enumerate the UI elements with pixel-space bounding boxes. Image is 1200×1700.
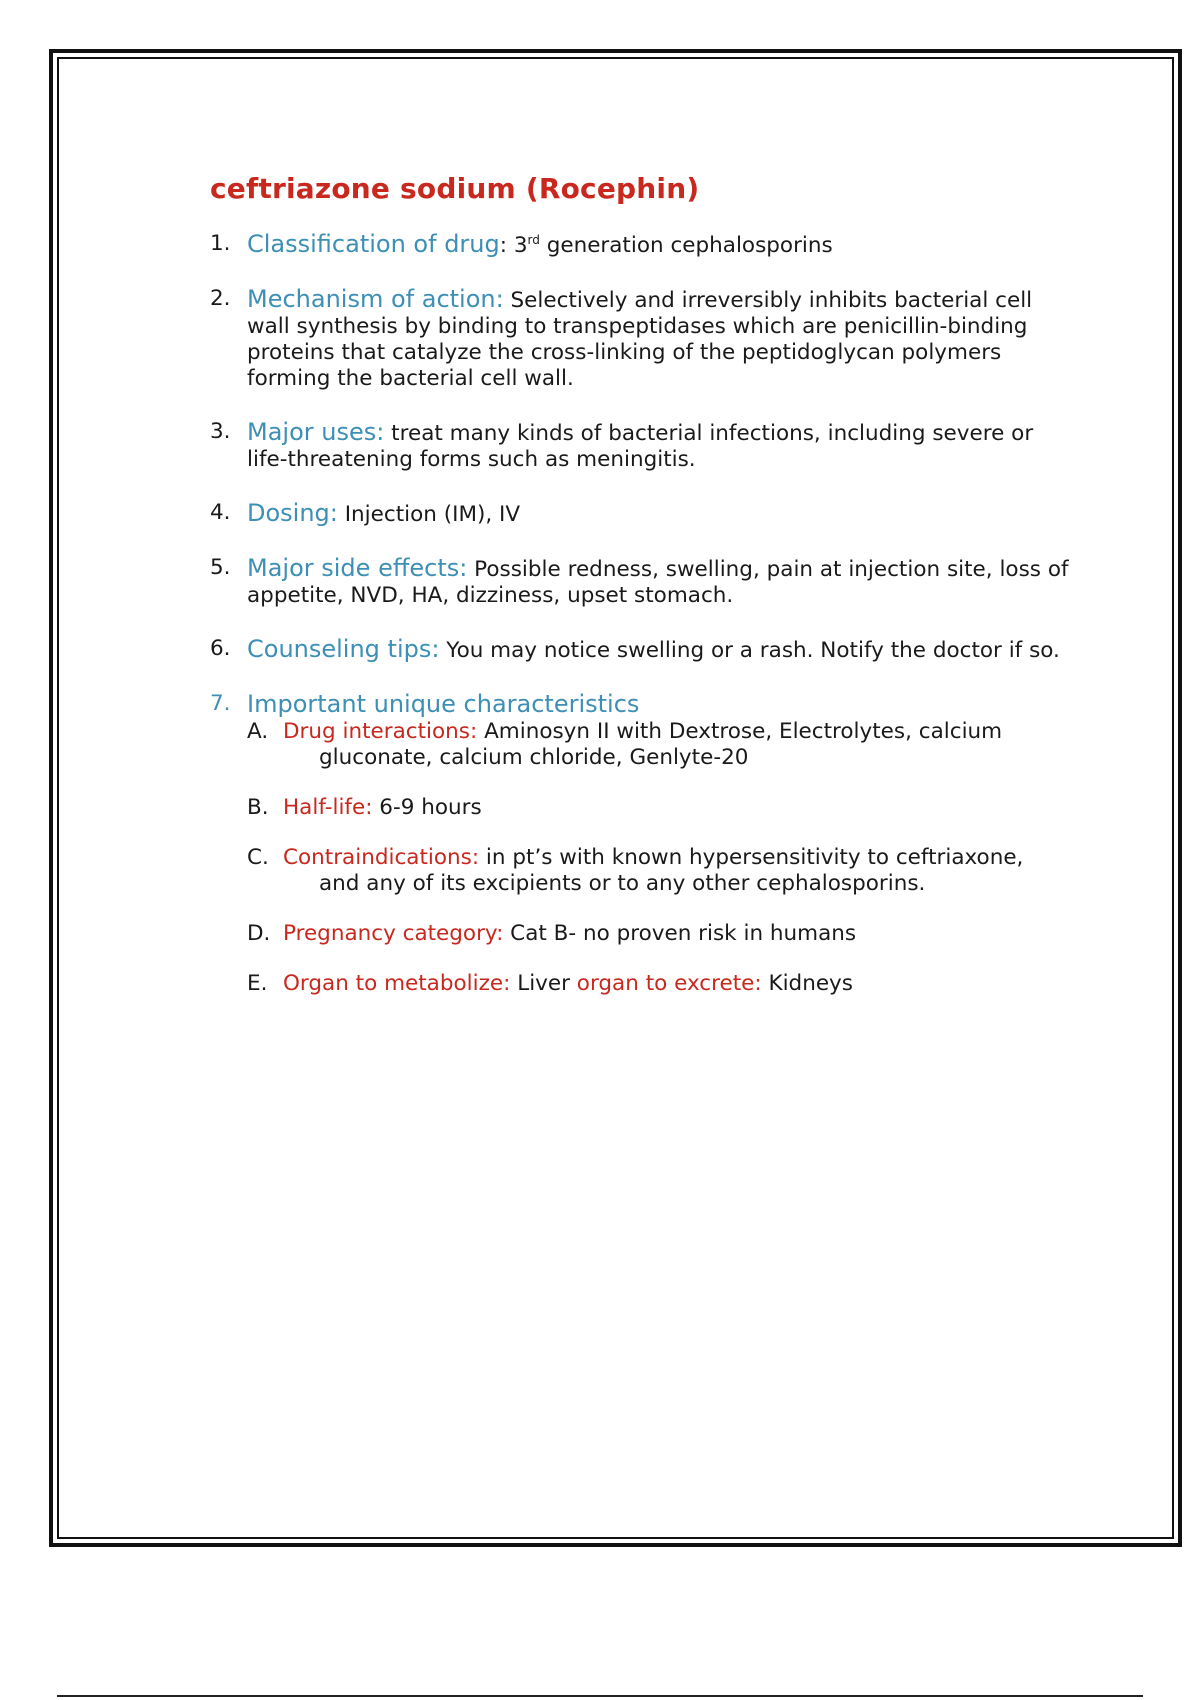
characteristics-sublist bbox=[247, 719, 1080, 997]
sub-item-half-life bbox=[247, 795, 1080, 821]
major-uses-text: treat many kinds of bacterial infections, including severe or life-threatening forms such as meningitis. bbox=[247, 421, 1034, 472]
half-life-text: 6-9 hours bbox=[372, 795, 482, 820]
classification-generation: 3 bbox=[513, 233, 528, 258]
contraindications-continued: and any of its excipients or to any other cephalosporins. bbox=[319, 871, 926, 896]
list-item-counseling bbox=[210, 636, 1080, 664]
sub-item-letter: A. bbox=[247, 719, 269, 744]
item-number: 3. bbox=[210, 419, 231, 444]
list-item-mechanism bbox=[210, 286, 1080, 392]
item-number: 5. bbox=[210, 555, 231, 580]
side-effects-label: Major side effects: bbox=[247, 554, 468, 582]
classification-text: generation cephalosporins bbox=[539, 233, 833, 258]
sub-item-contraindications bbox=[247, 845, 1080, 897]
drug-interactions-label: Drug interactions: bbox=[283, 719, 478, 744]
drug-interactions-text: Aminosyn II with Dextrose, Electrolytes, calcium bbox=[477, 719, 1003, 744]
item-number: 4. bbox=[210, 500, 231, 525]
half-life-label: Half-life: bbox=[283, 795, 373, 820]
side-effects-text: Possible redness, swelling, pain at injection site, loss of appetite, NVD, HA, dizziness, upset stomach. bbox=[247, 557, 1069, 608]
item-number: 1. bbox=[210, 231, 231, 256]
list-item-side-effects bbox=[210, 555, 1080, 609]
sub-item-pregnancy-category bbox=[247, 921, 1080, 947]
counseling-label: Counseling tips: bbox=[247, 635, 440, 663]
characteristics-label: Important unique characteristics bbox=[247, 690, 640, 718]
sub-item-letter: B. bbox=[247, 795, 269, 820]
sub-item-letter: E. bbox=[247, 971, 268, 996]
organ-excrete-text: Kidneys bbox=[761, 971, 853, 996]
item-number: 7. bbox=[210, 691, 231, 716]
sub-item-drug-interactions bbox=[247, 719, 1080, 771]
list-item-dosing bbox=[210, 500, 1080, 528]
organ-metabolize-label: Organ to metabolize: bbox=[283, 971, 511, 996]
organ-excrete-label: organ to excrete: bbox=[576, 971, 762, 996]
drug-interactions-continued: gluconate, calcium chloride, Genlyte-20 bbox=[319, 745, 749, 770]
list-item-major-uses bbox=[210, 419, 1080, 473]
contraindications-label: Contraindications: bbox=[283, 845, 480, 870]
drug-title: ceftriazone sodium (Rocephin) bbox=[210, 172, 700, 205]
contraindications-text: in pt’s with known hypersensitivity to ceftriaxone, bbox=[479, 845, 1024, 870]
sub-item-letter: C. bbox=[247, 845, 269, 870]
pregnancy-category-label: Pregnancy category: bbox=[283, 921, 504, 946]
document-content bbox=[210, 172, 1080, 1021]
dosing-label: Dosing: bbox=[247, 499, 338, 527]
classification-label: Classification of drug bbox=[247, 230, 500, 258]
item-number: 2. bbox=[210, 286, 231, 311]
list-item-characteristics bbox=[210, 691, 1080, 719]
item-number: 6. bbox=[210, 636, 231, 661]
dosing-text: Injection (IM), IV bbox=[337, 502, 521, 527]
major-uses-label: Major uses: bbox=[247, 418, 385, 446]
list-item-classification bbox=[210, 231, 1080, 259]
classification-separator: : bbox=[499, 233, 514, 258]
sub-item-organs bbox=[247, 971, 1080, 997]
counseling-text: You may notice swelling or a rash. Notify the doctor if so. bbox=[439, 638, 1060, 663]
mechanism-text: Selectively and irreversibly inhibits bacterial cell wall synthesis by binding to transpeptidases which are penicillin-binding proteins that catalyze the cross-linking of the peptidoglycan polymers forming the bacterial cell wall. bbox=[247, 288, 1033, 391]
mechanism-label: Mechanism of action: bbox=[247, 285, 504, 313]
pregnancy-category-text: Cat B- no proven risk in humans bbox=[503, 921, 857, 946]
sub-item-letter: D. bbox=[247, 921, 271, 946]
classification-superscript: rd bbox=[527, 232, 540, 247]
footer-rule bbox=[57, 1695, 1143, 1697]
organ-metabolize-text: Liver bbox=[510, 971, 577, 996]
